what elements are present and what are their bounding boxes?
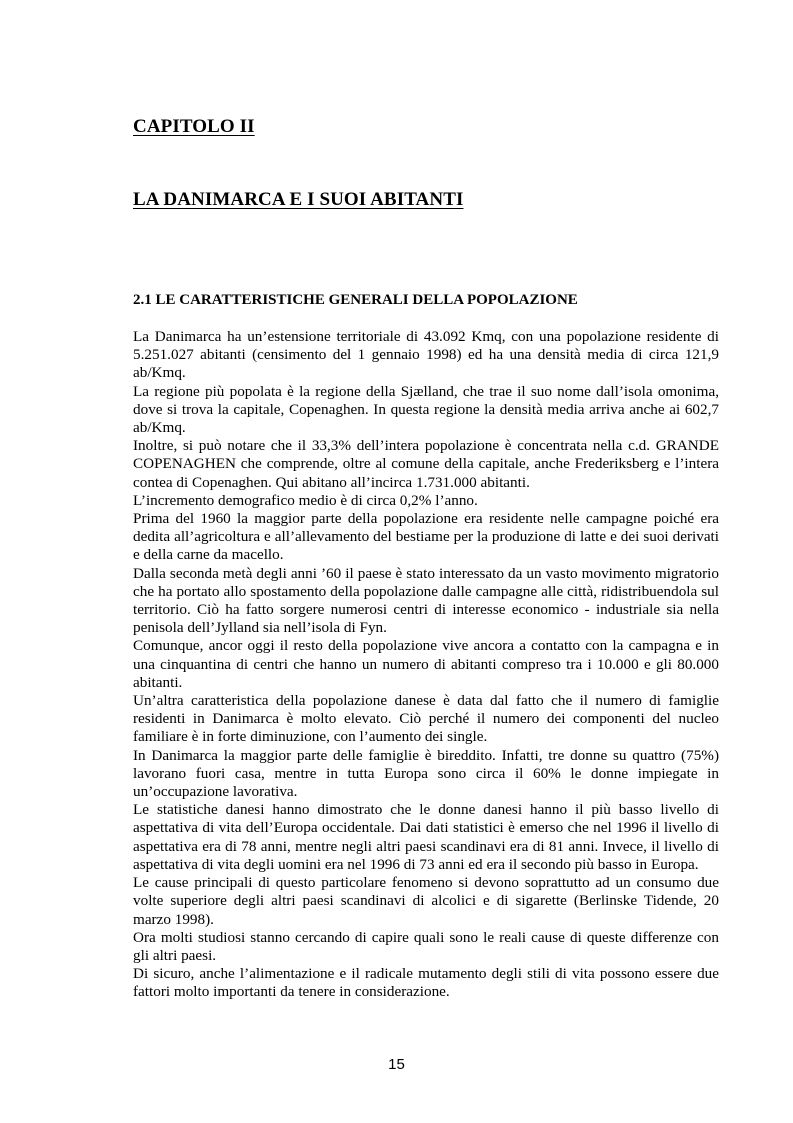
paragraph: Un’altra caratteristica della popolazione danese è data dal fatto che il numero di famiglie residenti in Danimarca è molto elevato. Ciò perché il numero dei componenti del nucleo familiare è in forte diminuzione, con l’aumento dei single. xyxy=(133,692,719,746)
paragraph: La regione più popolata è la regione della Sjælland, che trae il suo nome dall’isola omonima, dove si trova la capitale, Copenaghen. In questa regione la densità media arriva anche ai 602,7 ab/Kmq. xyxy=(133,382,719,437)
paragraph: Le statistiche danesi hanno dimostrato che le donne danesi hanno il più basso livello di aspettativa di vita dell’Europa occidentale. Dai dati statistici è emerso che nel 1996 il livello di aspettativa era di 78 anni, mentre negli altri paesi scandinavi era di 81 anni. Invece, il livello di aspettativa di vita degli uomini era nel 1996 di 73 anni ed era il secondo più basso in Europa. xyxy=(133,801,719,873)
paragraph: Di sicuro, anche l’alimentazione e il radicale mutamento degli stili di vita possono essere due fattori molto importanti da tenere in considerazione. xyxy=(133,965,719,1001)
chapter-title: LA DANIMARCA E I SUOI ABITANTI xyxy=(133,189,464,210)
paragraph: La Danimarca ha un’estensione territoriale di 43.092 Kmq, con una popolazione residente di 5.251.027 abitanti (censimento del 1 gennaio 1998) ed ha una densità media di circa 121,9 ab/Kmq. xyxy=(133,328,719,382)
paragraph: Ora molti studiosi stanno cercando di capire quali sono le reali cause di queste differenze con gli altri paesi. xyxy=(133,928,719,964)
paragraph: Comunque, ancor oggi il resto della popolazione vive ancora a contatto con la campagna e in una cinquantina di centri che hanno un numero di abitanti compreso tra i 10.000 e gli 80.000 abitanti. xyxy=(133,637,719,691)
paragraph: L’incremento demografico medio è di circa 0,2% l’anno. xyxy=(133,491,478,509)
paragraph: In Danimarca la maggior parte delle famiglie è bireddito. Infatti, tre donne su quattro (75%) lavorano fuori casa, mentre in tutta Europa sono circa il 60% le donne impiegate in un’occupazione lavorativa. xyxy=(133,746,719,801)
paragraph: Inoltre, si può notare che il 33,3% dell’intera popolazione è concentrata nella c.d. GRANDE COPENAGHEN che comprende, oltre al comune della capitale, anche Frederiksberg e l’intera contea di Copenaghen. Qui abitano all’incirca 1.731.000 abitanti. xyxy=(133,437,719,491)
chapter-label: CAPITOLO II xyxy=(133,116,255,137)
paragraph: Prima del 1960 la maggior parte della popolazione era residente nelle campagne poiché era dedita all’agricoltura e all’allevamento del bestiame per la produzione di latte e dei suoi derivati e della carne da macello. xyxy=(133,510,719,564)
body-text xyxy=(133,328,719,1002)
section-heading: 2.1 LE CARATTERISTICHE GENERALI DELLA POPOLAZIONE xyxy=(133,292,578,308)
paragraph: Le cause principali di questo particolare fenomeno si devono soprattutto ad un consumo due volte superiore degli altri paesi scandinavi di alcolici e di sigarette (Berlinske Tidende, 20 marzo 1998). xyxy=(133,874,719,928)
page-number: 15 xyxy=(388,1056,405,1073)
paragraph: Dalla seconda metà degli anni ’60 il paese è stato interessato da un vasto movimento migratorio che ha portato allo spostamento della popolazione dalle campagne alle città, ridistribuendola sul territorio. Ciò ha fatto sorgere numerosi centri di interesse economico - industriale sia nella penisola dell’Jylland sia nell’isola di Fyn. xyxy=(133,564,719,637)
